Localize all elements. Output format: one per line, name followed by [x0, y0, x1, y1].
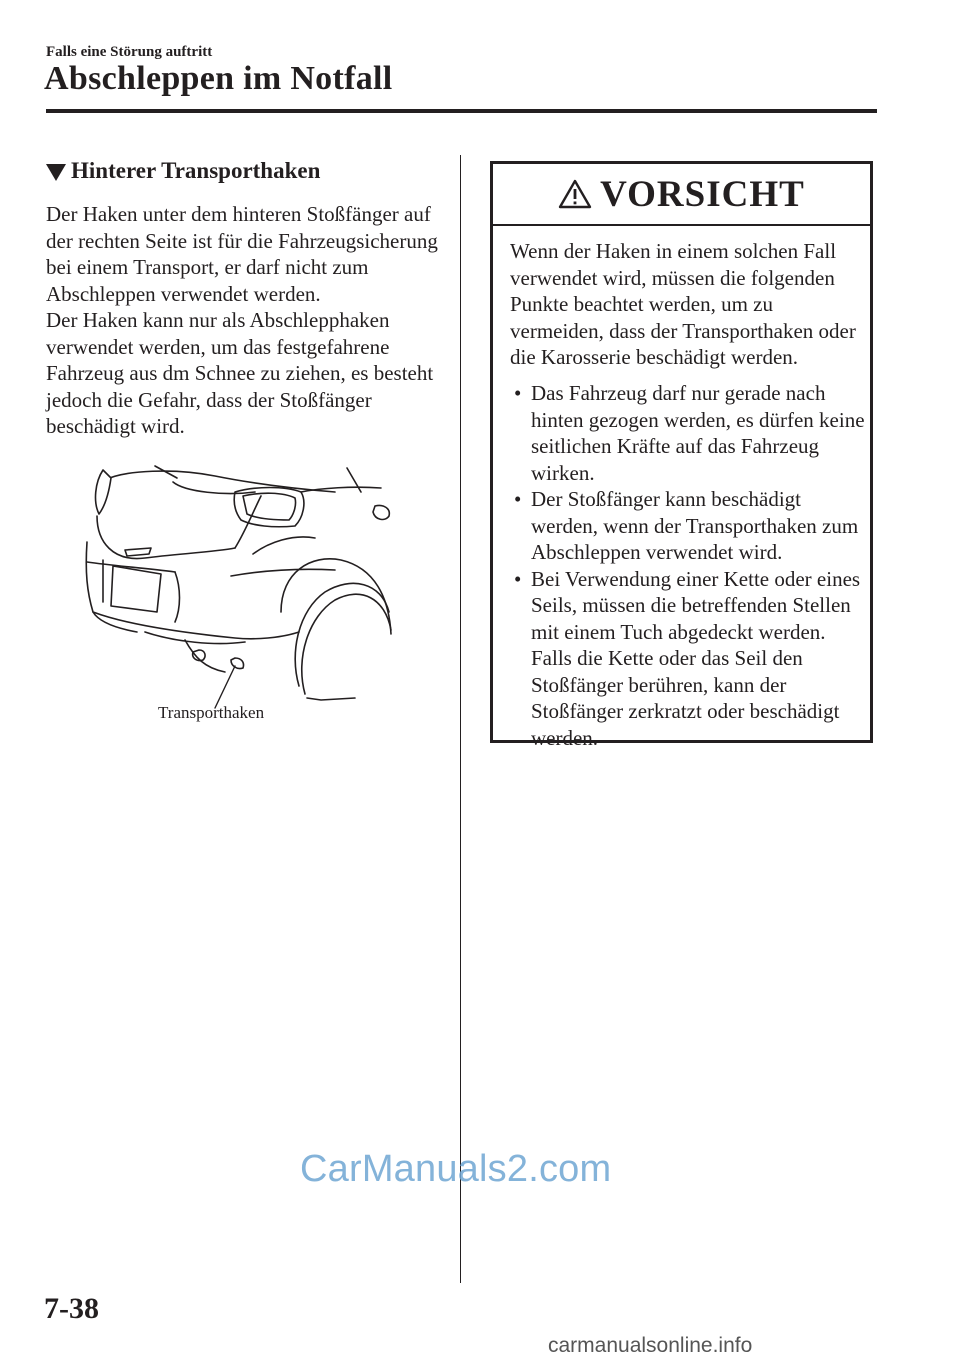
page-number: 7-38	[44, 1292, 99, 1325]
list-item	[510, 486, 865, 566]
site-footer: carmanualsonline.info	[548, 1334, 753, 1357]
paragraph: Der Haken unter dem hinteren Stoßfänger auf der rechten Seite ist für die Fahrzeugsicherung bei einem Transport, er darf nicht zum Abschleppen verwendet werden.	[46, 202, 438, 306]
figure-caption: Transporthaken	[158, 703, 265, 722]
title-divider	[46, 109, 877, 113]
list-item-text: Bei Verwendung einer Kette oder eines Seils, müssen die betreffenden Stellen mit einem Tuch abgedeckt werden. Falls die Kette oder das Seil den Stoßfänger berühren, kann der Stoßfänger zerkratzt oder beschädigt werden.	[531, 566, 861, 750]
caution-title: VORSICHT	[600, 173, 805, 215]
list-item-text: Das Fahrzeug darf nur gerade nach hinten gezogen werden, es dürfen keine seitlichen Kräfte auf das Fahrzeug wirken.	[531, 381, 865, 485]
paragraph: Der Haken kann nur als Abschlepphaken verwendet werden, um das festgefahrene Fahrzeug aus dm Schnee zu ziehen, es besteht jedoch die Gefahr, dass der Stoßfänger beschädigt wird.	[46, 308, 434, 438]
section-label: Falls eine Störung auftritt	[46, 44, 213, 60]
list-item	[510, 566, 865, 752]
list-item-text: Der Stoßfänger kann beschädigt werden, wenn der Transporthaken zum Abschleppen verwendet wird.	[531, 487, 859, 564]
triangle-down-icon	[46, 164, 66, 181]
body-text	[46, 201, 446, 440]
caution-box	[490, 161, 873, 750]
car-rear-illustration	[85, 462, 395, 724]
bullet: •	[514, 487, 522, 511]
caution-header	[493, 164, 870, 226]
subheading	[46, 158, 320, 184]
column-divider	[460, 155, 461, 1283]
warning-triangle-icon	[558, 179, 592, 209]
subheading-text: Hinterer Transporthaken	[71, 158, 321, 183]
watermark: CarManuals2.com	[300, 1148, 612, 1190]
page-title: Abschleppen im Notfall	[44, 60, 393, 97]
caution-list	[510, 380, 865, 751]
list-item	[510, 380, 865, 486]
caution-intro: Wenn der Haken in einem solchen Fall verwendet wird, müssen die folgenden Punkte beachtet werden, um zu vermeiden, dass der Transporthaken oder die Karosserie beschädigt werden.	[510, 239, 856, 369]
bullet: •	[514, 381, 522, 405]
bullet: •	[514, 566, 522, 591]
